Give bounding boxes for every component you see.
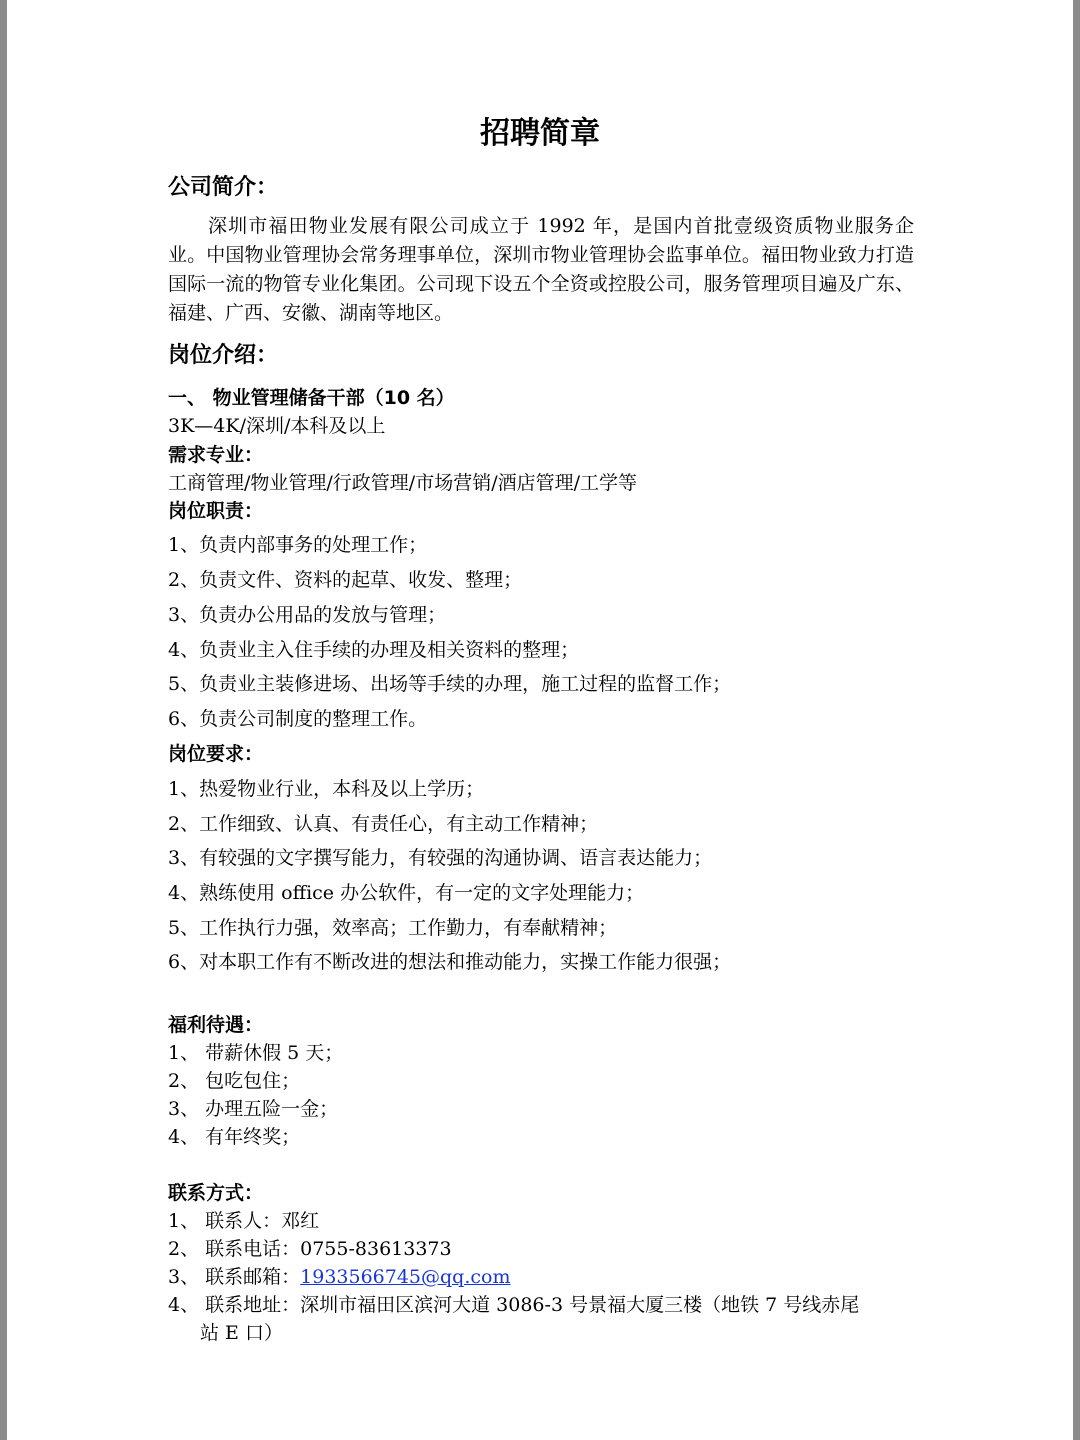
positions-heading: 岗位介绍： (168, 343, 279, 368)
job-summary: 3K—4K/深圳/本科及以上 (168, 415, 386, 437)
benefits-heading: 福利待遇： (168, 1014, 264, 1036)
contact-heading: 联系方式： (168, 1182, 264, 1204)
job-title: 一、 物业管理储备干部（10 名） (168, 387, 455, 409)
duty-item: 1、负责内部事务的处理工作； (168, 534, 428, 556)
contact-person: 1、 联系人：邓红 (168, 1210, 320, 1232)
page-title: 招聘简章 (480, 116, 600, 151)
company-intro: 深圳市福田物业发展有限公司成立于 1992 年，是国内首批壹级资质物业服务企业。中国物业管理协会常务理事单位，深圳市物业管理协会监事单位。福田物业致力打造国际一流的物管专业化集团。公司现下设五个全资或控股公司，服务管理项目遍及广东、福建、广西、安徽、湖南等地区。 (168, 215, 914, 324)
majors-text: 工商管理/物业管理/行政管理/市场营销/酒店管理/工学等 (168, 472, 638, 494)
requirement-item: 3、有较强的文字撰写能力，有较强的沟通协调、语言表达能力； (168, 847, 713, 869)
majors-heading: 需求专业： (168, 444, 264, 466)
duties-heading: 岗位职责： (168, 500, 264, 522)
contact-email-row (168, 1265, 511, 1289)
contact-email-label: 3、 联系邮箱： (168, 1266, 301, 1288)
contact-email-link[interactable]: 1933566745@qq.com (300, 1266, 511, 1288)
duty-item: 6、负责公司制度的整理工作。 (168, 708, 428, 730)
page-edge-left (0, 0, 7, 1440)
duty-item: 4、负责业主入住手续的办理及相关资料的整理； (168, 639, 580, 661)
duty-item: 2、负责文件、资料的起草、收发、整理； (168, 569, 523, 591)
contact-phone: 2、 联系电话：0755-83613373 (168, 1238, 452, 1260)
requirements-heading: 岗位要求： (168, 743, 264, 765)
requirement-item: 1、热爱物业行业，本科及以上学历； (168, 778, 485, 800)
benefit-item: 3、 办理五险一金； (168, 1098, 339, 1120)
benefit-item: 1、 带薪休假 5 天； (168, 1042, 344, 1064)
benefit-item: 4、 有年终奖； (168, 1126, 301, 1148)
requirement-item: 4、熟练使用 office 办公软件，有一定的文字处理能力； (168, 882, 645, 904)
duty-item: 5、负责业主装修进场、出场等手续的办理，施工过程的监督工作； (168, 673, 732, 695)
page-edge-right (1073, 0, 1080, 1440)
document-page (168, 0, 928, 1440)
contact-address: 4、 联系地址：深圳市福田区滨河大道 3086-3 号景福大厦三楼（地铁 7 号线赤尾 (168, 1294, 860, 1316)
requirement-item: 5、工作执行力强，效率高；工作勤力，有奉献精神； (168, 917, 618, 939)
benefit-item: 2、 包吃包住； (168, 1070, 301, 1092)
company-heading: 公司简介： (168, 175, 279, 200)
duty-item: 3、负责办公用品的发放与管理； (168, 604, 447, 626)
requirement-item: 6、对本职工作有不断改进的想法和推动能力，实操工作能力很强； (168, 951, 732, 973)
requirement-item: 2、工作细致、认真、有责任心，有主动工作精神； (168, 813, 599, 835)
contact-address-cont: 站 E 口） (200, 1322, 283, 1344)
